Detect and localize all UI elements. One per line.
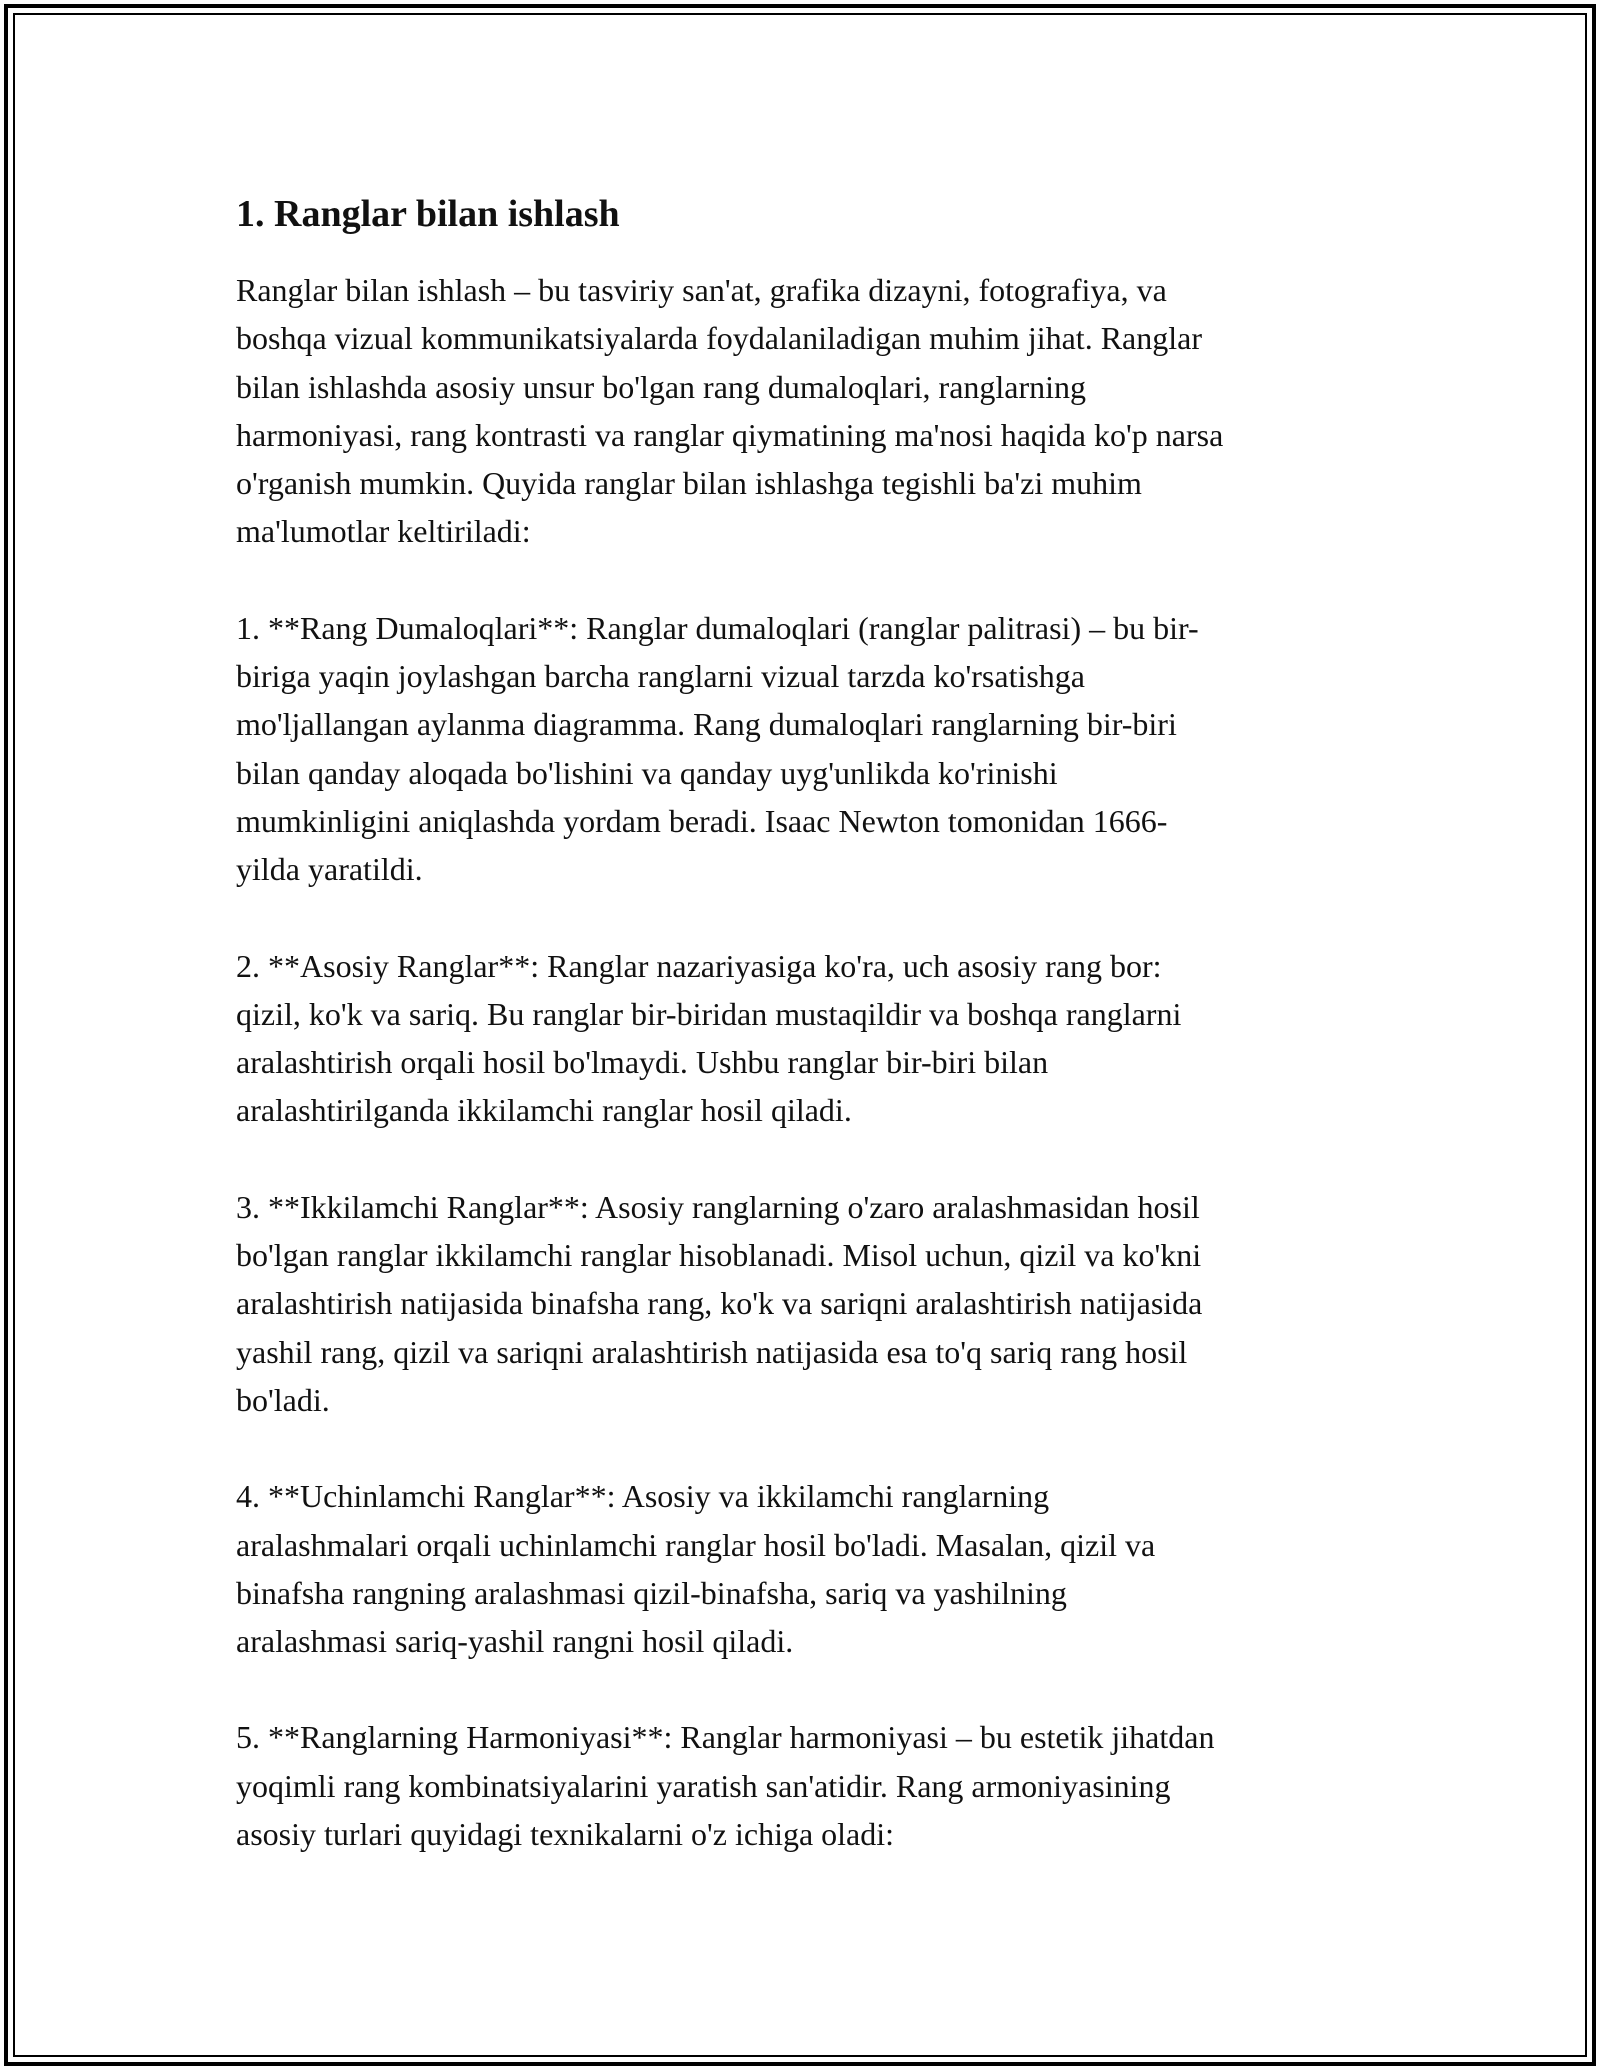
document-body bbox=[236, 186, 1386, 1858]
paragraph-rang-dumaloqlari: 1. **Rang Dumaloqlari**: Ranglar dumaloqlari (ranglar palitrasi) – bu bir- biriga yaqin joylashgan barcha ranglarni vizual tarzda ko'rsatishga mo'ljallangan aylanma diagramma. Rang dumaloqlari ranglarning bir-biri bilan qanday aloqada bo'lishini va qanday uyg'unlikda ko'rinishi mumkinligini aniqlashda yordam beradi. Isaac Newton tomonidan 1666- yilda yaratildi. bbox=[236, 609, 1199, 888]
paragraph-uchinlamchi-ranglar: 4. **Uchinlamchi Ranglar**: Asosiy va ikkilamchi ranglarning aralashmalari orqali uchinlamchi ranglar hosil bo'ladi. Masalan, qizil va binafsha rangning aralashmasi qizil-binafsha, sariq va yashilning aralashmasi sariq-yashil rangni hosil qiladi. bbox=[236, 1478, 1156, 1660]
intro-paragraph: Ranglar bilan ishlash – bu tasviriy san'at, grafika dizayni, fotografiya, va boshqa vizual kommunikatsiyalarda foydalaniladigan muhim jihat. Ranglar bilan ishlashda asosiy unsur bo'lgan rang dumaloqlari, ranglarning harmoniyasi, rang kontrasti va ranglar qiymatining ma'nosi haqida ko'p narsa o'rganish mumkin. Quyida ranglar bilan ishlashga tegishli ba'zi muhim ma'lumotlar keltiriladi: bbox=[236, 272, 1224, 550]
paragraph-ikkilamchi-ranglar: 3. **Ikkilamchi Ranglar**: Asosiy ranglarning o'zaro aralashmasidan hosil bo'lgan ranglar ikkilamchi ranglar hisoblanadi. Misol uchun, qizil va ko'kni aralashtirish natijasida binafsha rang, ko'k va sariqni aralashtirish natijasida yashil rang, qizil va sariqni aralashtirish natijasida esa to'q sariq rang hosil bo'ladi. bbox=[236, 1188, 1203, 1418]
paragraph-asosiy-ranglar: 2. **Asosiy Ranglar**: Ranglar nazariyasiga ko'ra, uch asosiy rang bor: qizil, ko'k va sariq. Bu ranglar bir-biridan mustaqildir va boshqa ranglarni aralashtirish orqali hosil bo'lmaydi. Ushbu ranglar bir-biri bilan aralashtirilganda ikkilamchi ranglar hosil qiladi. bbox=[236, 947, 1182, 1129]
section-heading: 1. Ranglar bilan ishlash bbox=[236, 193, 620, 235]
paragraph-ranglar-harmoniyasi: 5. **Ranglarning Harmoniyasi**: Ranglar harmoniyasi – bu estetik jihatdan yoqimli rang kombinatsiyalarini yaratish san'atidir. Rang armoniyasining asosiy turlari quyidagi texnikalarni o'z ichiga oladi: bbox=[236, 1719, 1215, 1853]
